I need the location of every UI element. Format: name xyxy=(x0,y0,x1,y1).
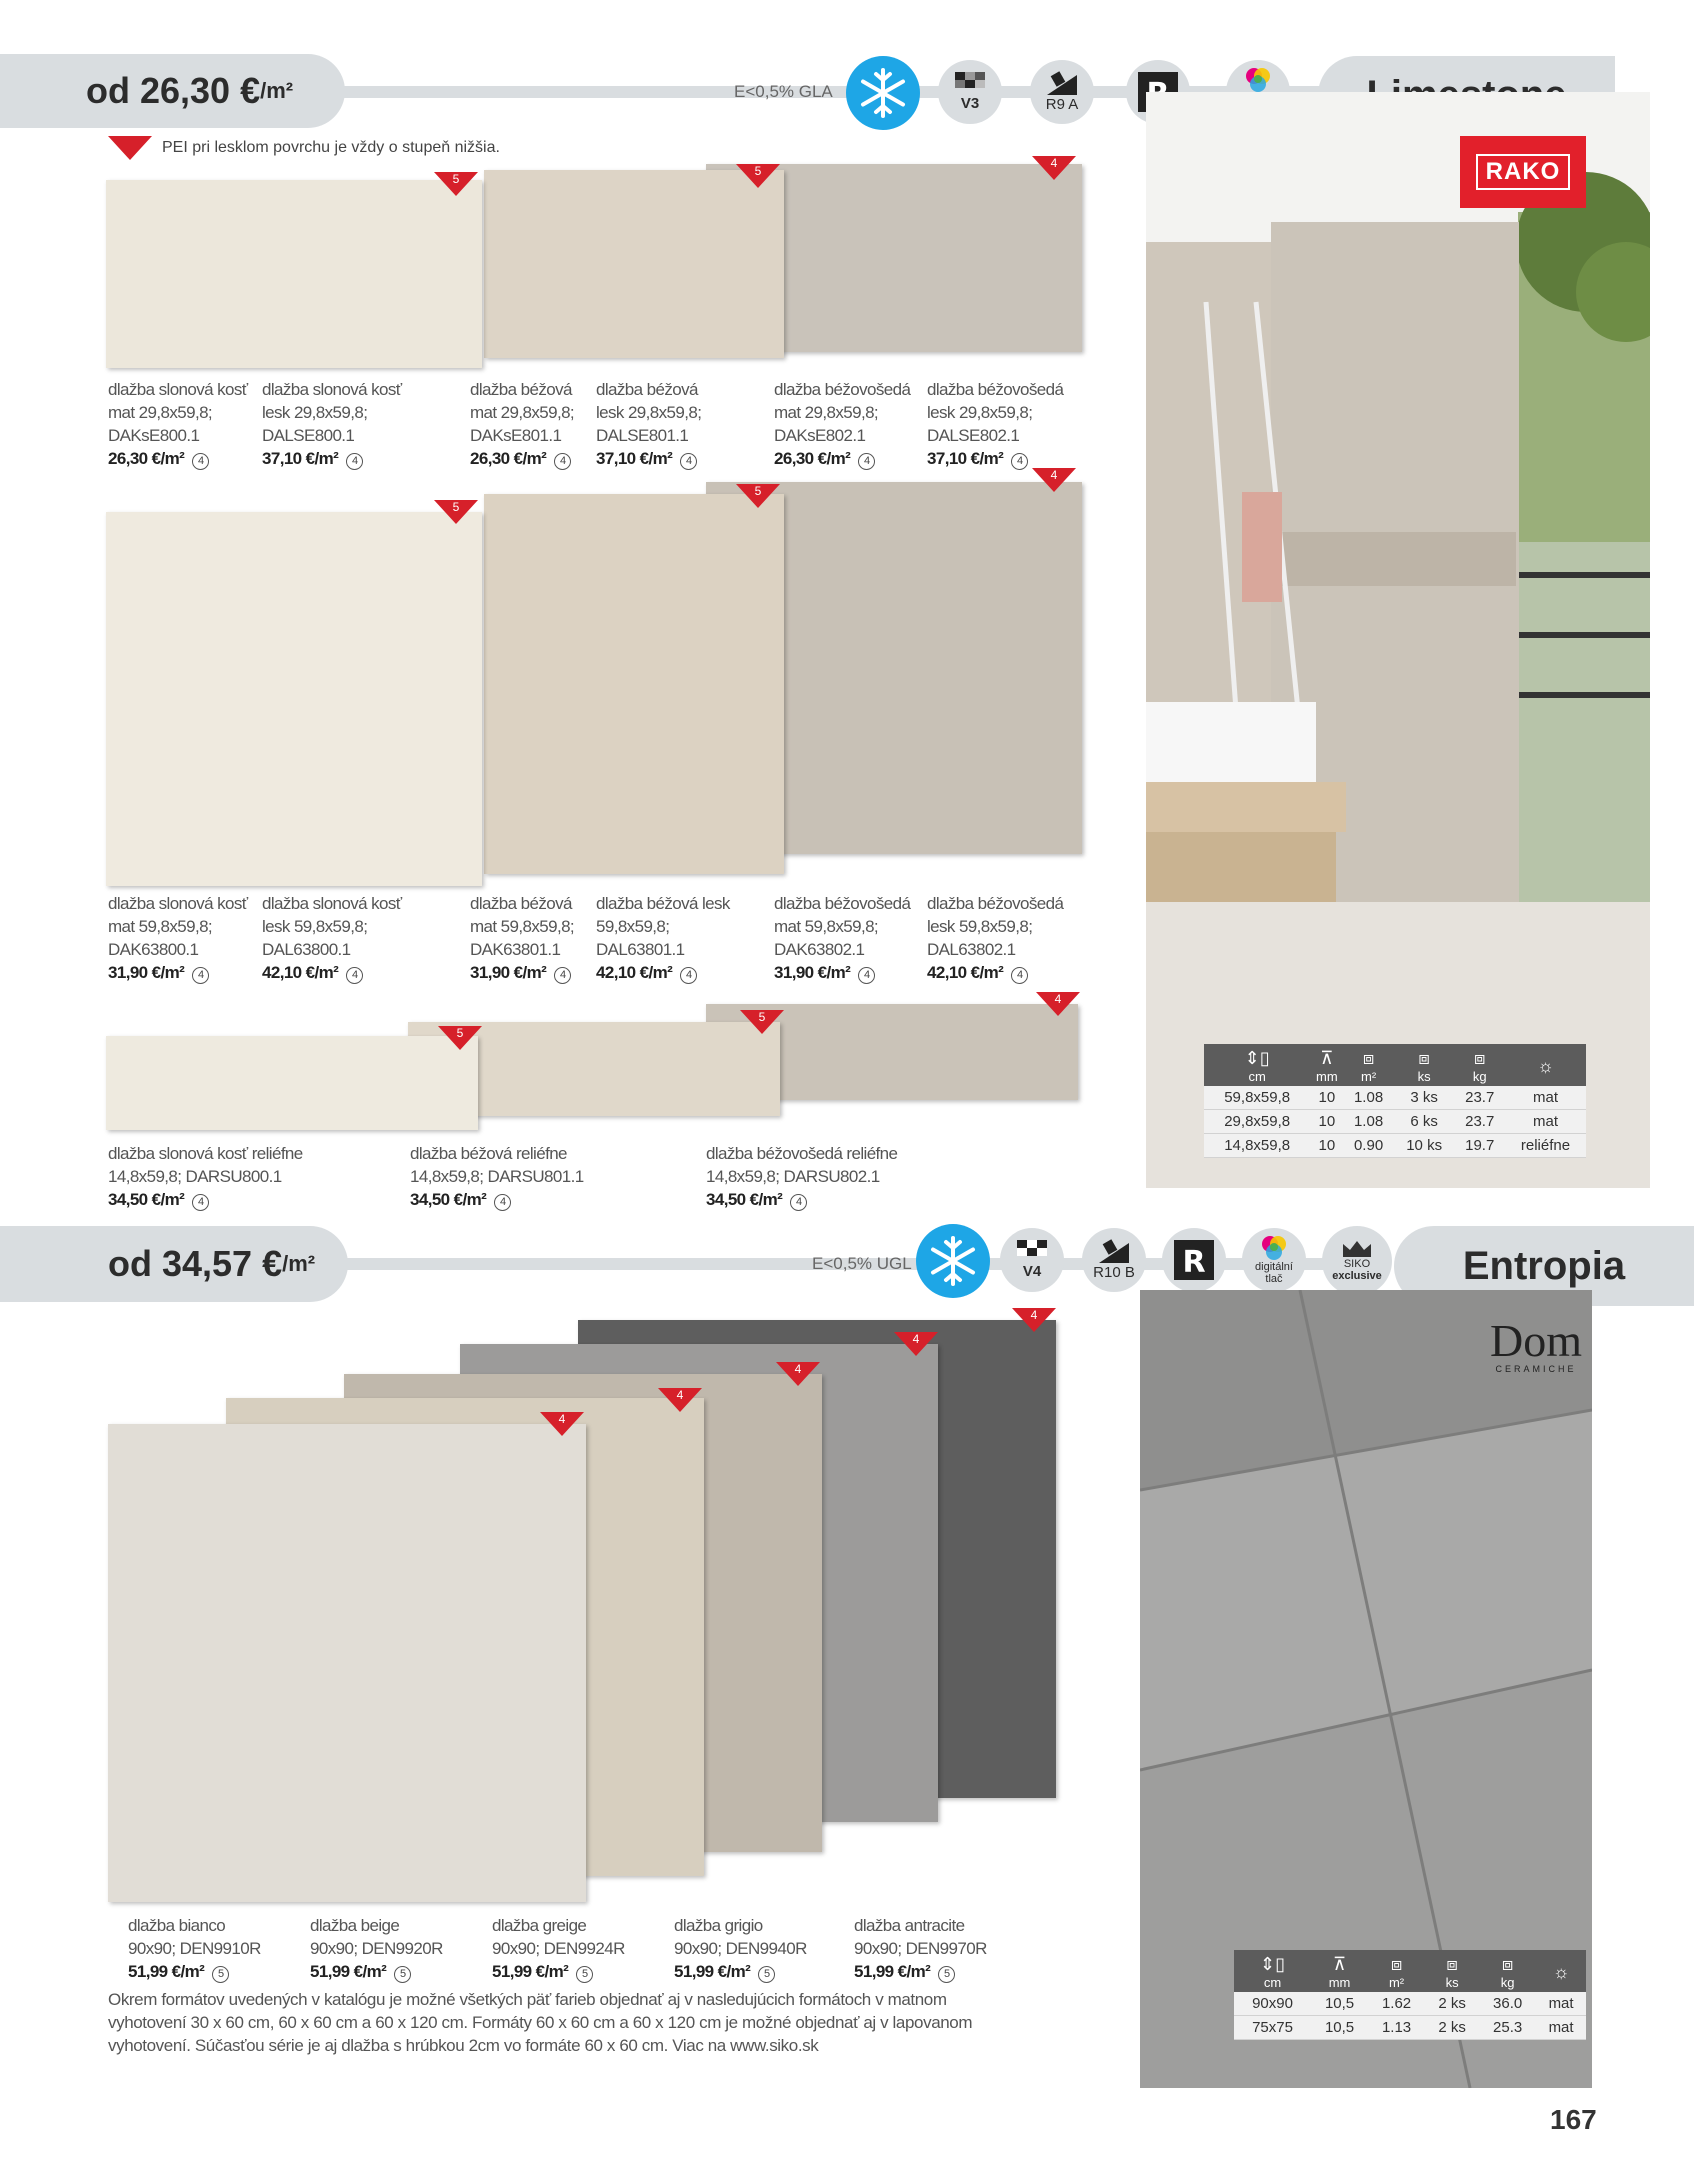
spec-cell: 59,8x59,8 xyxy=(1204,1086,1310,1110)
pei-triangle-icon xyxy=(108,136,152,160)
entropia-desc-5 xyxy=(854,1914,987,1983)
spec-cell: mat xyxy=(1505,1086,1586,1110)
spec-cell: 29,8x59,8 xyxy=(1204,1110,1310,1134)
desc-2-price: 37,10 €/m² xyxy=(262,449,339,468)
spec-col-pieces xyxy=(1425,1950,1479,1992)
spec-head-mm: mm xyxy=(1315,1069,1338,1084)
pei-marker-3c xyxy=(1036,992,1080,1016)
limestone-absorption: E<0,5% GLA xyxy=(734,82,833,101)
entropia-note-line2: vyhotovení 30 x 60 cm, 60 x 60 cm a 60 x 120 cm. Formáty 60 x 60 cm a 60 x 120 cm je možné objednať aj v lapovanom xyxy=(108,2013,973,2032)
product-desc-14 xyxy=(410,1142,584,1211)
digital-print-label-2 xyxy=(1255,1261,1293,1285)
desc-3-line1: dlažba béžová xyxy=(470,380,572,399)
pei-marker-3a-value: 5 xyxy=(456,1026,464,1040)
entropia-desc-2-price: 51,99 €/m² xyxy=(310,1962,387,1981)
pei-marker-2c xyxy=(1032,468,1076,492)
entropia-price-unit: /m² xyxy=(282,1251,316,1276)
pei-note-text: PEI pri lesklom povrchu je vždy o stupeň nižšia. xyxy=(162,139,500,156)
spec-head-mm: mm xyxy=(1328,1975,1351,1990)
desc-14-line2: 14,8x59,8; DARSU801.1 xyxy=(410,1167,584,1186)
crown-icon xyxy=(1342,1240,1372,1258)
spec-col-finish xyxy=(1536,1950,1586,1992)
desc-1-line1: dlažba slonová kosť xyxy=(108,380,248,399)
pei-marker-3b xyxy=(740,1010,784,1034)
spec-cell: 2 ks xyxy=(1425,2016,1479,2040)
entropia-desc-1-pei: 5 xyxy=(212,1966,229,1983)
bathroom-scene xyxy=(1146,92,1650,1188)
spec-head-ks: ks xyxy=(1445,1975,1459,1990)
entropia-desc-5-pei: 5 xyxy=(938,1966,955,1983)
spec-head-m2: m² xyxy=(1388,1975,1405,1990)
pei-marker-2b xyxy=(736,484,780,508)
desc-11-price: 31,90 €/m² xyxy=(774,963,851,982)
product-desc-5 xyxy=(774,378,910,470)
slip-resistance-label: R9 A xyxy=(1045,96,1079,113)
slip-resistance-badge-2 xyxy=(1082,1228,1146,1292)
shade-variation-label: V3 xyxy=(960,95,980,112)
spec-cell: mat xyxy=(1536,2016,1586,2040)
spec-cell: 2 ks xyxy=(1425,1992,1479,2016)
pei-marker-1c xyxy=(1032,156,1076,180)
entropia-desc-5-price: 51,99 €/m² xyxy=(854,1962,931,1981)
spec-cell: mat xyxy=(1505,1110,1586,1134)
spec-cell: 10,5 xyxy=(1311,2016,1368,2040)
desc-5-price: 26,30 €/m² xyxy=(774,449,851,468)
entropia-desc-4-line2: 90x90; DEN9940R xyxy=(674,1939,807,1958)
pei-marker-1b-value: 5 xyxy=(754,164,762,178)
desc-8-line1: dlažba slonová kosť xyxy=(262,894,402,913)
pei-marker-2a xyxy=(434,500,478,524)
tile-ivory-1 xyxy=(106,180,482,368)
pei-marker-3a xyxy=(438,1026,482,1050)
entropia-desc-1-line2: 90x90; DEN9910R xyxy=(128,1939,261,1958)
pei-marker-2c-value: 4 xyxy=(1050,468,1058,482)
page-number: 167 xyxy=(1550,2104,1597,2135)
limestone-price-pill xyxy=(0,54,345,128)
limestone-spec-table xyxy=(1204,1044,1586,1158)
entropia-absorption: E<0,5% UGL xyxy=(812,1254,912,1273)
spec-col-weight xyxy=(1479,1950,1536,1992)
entropia-desc-2-pei: 5 xyxy=(394,1966,411,1983)
desc-14-line1: dlažba béžová reliéfne xyxy=(410,1144,567,1163)
product-desc-12 xyxy=(927,892,1063,984)
product-desc-2 xyxy=(262,378,402,470)
entropia-desc-2-line1: dlažba beige xyxy=(310,1916,400,1935)
spec-cell: 1.08 xyxy=(1343,1110,1394,1134)
desc-3-line3: DAKsE801.1 xyxy=(470,426,562,445)
desc-9-price: 31,90 €/m² xyxy=(470,963,547,982)
desc-10-pei: 4 xyxy=(680,967,697,984)
spec-cell: 10 xyxy=(1310,1134,1343,1158)
shade-variation-icon xyxy=(1017,1240,1047,1264)
spec-cell: 1.62 xyxy=(1368,1992,1425,2016)
entropia-price: od 34,57 € xyxy=(108,1243,283,1284)
spec-head-cm: cm xyxy=(1248,1069,1266,1084)
pei-marker-e5-value: 4 xyxy=(1030,1308,1038,1322)
spec-cell: 10 xyxy=(1310,1110,1343,1134)
frost-resistant-badge-2 xyxy=(916,1224,990,1298)
product-desc-15 xyxy=(706,1142,897,1211)
product-desc-8 xyxy=(262,892,402,984)
spec-head-m2: m² xyxy=(1360,1069,1377,1084)
desc-2-line3: DALSE800.1 xyxy=(262,426,355,445)
entropia-desc-2-line2: 90x90; DEN9920R xyxy=(310,1939,443,1958)
slope-shoe-icon xyxy=(1045,71,1079,97)
desc-7-line2: mat 59,8x59,8; xyxy=(108,917,213,936)
spec-cell: 3 ks xyxy=(1394,1086,1455,1110)
rectified-icon xyxy=(1172,1238,1216,1282)
spec-col-thickness xyxy=(1311,1950,1368,1992)
surface-finish-icon: ☼ xyxy=(1537,1055,1554,1076)
spec-row xyxy=(1204,1134,1586,1158)
desc-10-price: 42,10 €/m² xyxy=(596,963,673,982)
desc-10-line3: DAL63801.1 xyxy=(596,940,685,959)
spec-col-pieces xyxy=(1394,1044,1455,1086)
desc-9-line3: DAK63801.1 xyxy=(470,940,561,959)
pei-marker-3c-value: 4 xyxy=(1054,992,1062,1006)
desc-1-line3: DAKsE800.1 xyxy=(108,426,200,445)
desc-11-line2: mat 59,8x59,8; xyxy=(774,917,879,936)
desc-13-price: 34,50 €/m² xyxy=(108,1190,185,1209)
box-weight-icon: ⧈ xyxy=(1501,1954,1514,1974)
siko-label: SIKO xyxy=(1343,1258,1371,1270)
spec-cell: 10 xyxy=(1310,1086,1343,1110)
desc-13-line2: 14,8x59,8; DARSU800.1 xyxy=(108,1167,282,1186)
pei-marker-1b xyxy=(736,164,780,188)
size-icon: ⇕▯ xyxy=(1260,1954,1286,1974)
desc-12-line3: DAL63802.1 xyxy=(927,940,1016,959)
entropia-desc-4-price: 51,99 €/m² xyxy=(674,1962,751,1981)
desc-13-pei: 4 xyxy=(192,1194,209,1211)
pei-marker-e4-value: 4 xyxy=(912,1332,920,1346)
desc-12-line1: dlažba béžovošedá xyxy=(927,894,1064,913)
desc-1-price: 26,30 €/m² xyxy=(108,449,185,468)
spec-cell: 6 ks xyxy=(1394,1110,1455,1134)
entropia-desc-3 xyxy=(492,1914,625,1983)
desc-5-line1: dlažba béžovošedá xyxy=(774,380,911,399)
entropia-title: Entropia xyxy=(1462,1243,1626,1288)
snowflake-icon xyxy=(926,1234,980,1288)
desc-9-line2: mat 59,8x59,8; xyxy=(470,917,575,936)
desc-15-price: 34,50 €/m² xyxy=(706,1190,783,1209)
entropia-desc-4-pei: 5 xyxy=(758,1966,775,1983)
spec-cell: 75x75 xyxy=(1234,2016,1311,2040)
pei-marker-3b-value: 5 xyxy=(758,1010,766,1024)
pei-marker-e4 xyxy=(894,1332,938,1356)
slip-resistance-label-2: R10 B xyxy=(1093,1264,1135,1281)
spec-col-size xyxy=(1234,1950,1311,1992)
desc-2-line2: lesk 29,8x59,8; xyxy=(262,403,368,422)
desc-1-pei: 4 xyxy=(192,453,209,470)
slope-shoe-icon xyxy=(1097,1239,1131,1265)
spec-row xyxy=(1204,1110,1586,1134)
desc-6-line2: lesk 29,8x59,8; xyxy=(927,403,1033,422)
pei-marker-1a-value: 5 xyxy=(452,172,460,186)
entropia-desc-1-price: 51,99 €/m² xyxy=(128,1962,205,1981)
rako-logo-text: RAKO xyxy=(1476,154,1571,190)
siko-exclusive-label xyxy=(1332,1258,1382,1282)
spec-row xyxy=(1234,2016,1586,2040)
rectified-badge-2 xyxy=(1162,1228,1226,1292)
exclusive-label: exclusive xyxy=(1332,1270,1382,1282)
desc-13-line1: dlažba slonová kosť reliéfne xyxy=(108,1144,303,1163)
entropia-desc-5-line2: 90x90; DEN9970R xyxy=(854,1939,987,1958)
desc-5-line2: mat 29,8x59,8; xyxy=(774,403,879,422)
pei-marker-e1-value: 4 xyxy=(558,1412,566,1426)
spec-cell: 14,8x59,8 xyxy=(1204,1134,1310,1158)
desc-15-pei: 4 xyxy=(790,1194,807,1211)
surface-finish-icon: ☼ xyxy=(1552,1961,1570,1982)
desc-10-line1: dlažba béžová lesk xyxy=(596,894,730,913)
desc-11-line3: DAK63802.1 xyxy=(774,940,865,959)
entropia-desc-2 xyxy=(310,1914,443,1983)
desc-12-pei: 4 xyxy=(1011,967,1028,984)
siko-exclusive-badge xyxy=(1322,1226,1392,1296)
desc-8-line3: DAL63800.1 xyxy=(262,940,351,959)
spec-col-weight xyxy=(1454,1044,1505,1086)
desc-2-pei: 4 xyxy=(346,453,363,470)
desc-3-pei: 4 xyxy=(554,453,571,470)
pei-marker-e1 xyxy=(540,1412,584,1436)
product-desc-6 xyxy=(927,378,1063,470)
desc-7-pei: 4 xyxy=(192,967,209,984)
pei-marker-2a-value: 5 xyxy=(452,500,460,514)
spec-head-ks: ks xyxy=(1417,1069,1431,1084)
desc-5-pei: 4 xyxy=(858,453,875,470)
desc-1-line2: mat 29,8x59,8; xyxy=(108,403,213,422)
tile-ivory-3 xyxy=(106,1036,478,1130)
digital-print-2-line1: digitální xyxy=(1255,1261,1293,1273)
desc-8-line2: lesk 59,8x59,8; xyxy=(262,917,368,936)
desc-7-line1: dlažba slonová kosť xyxy=(108,894,248,913)
tile-beige-1 xyxy=(484,170,784,358)
digital-print-badge-2 xyxy=(1242,1228,1306,1292)
size-icon: ⇕▯ xyxy=(1244,1048,1270,1068)
entropia-desc-4 xyxy=(674,1914,807,1983)
product-desc-11 xyxy=(774,892,910,984)
thickness-icon: ⊼ xyxy=(1332,1954,1347,1974)
entropia-desc-3-price: 51,99 €/m² xyxy=(492,1962,569,1981)
spec-col-finish xyxy=(1505,1044,1586,1086)
spec-col-area xyxy=(1343,1044,1394,1086)
snowflake-icon xyxy=(856,66,910,120)
pei-marker-1a xyxy=(434,172,478,196)
shade-variation-badge-2 xyxy=(1000,1228,1064,1292)
desc-4-line3: DALSE801.1 xyxy=(596,426,689,445)
pei-marker-1c-value: 4 xyxy=(1050,156,1058,170)
box-area-icon: ⧈ xyxy=(1390,1954,1403,1974)
shade-variation-label-2: V4 xyxy=(1022,1263,1042,1280)
box-area-icon: ⧈ xyxy=(1362,1048,1375,1068)
box-pieces-icon: ⧈ xyxy=(1418,1048,1430,1068)
spec-cell: 19.7 xyxy=(1454,1134,1505,1158)
desc-7-line3: DAK63800.1 xyxy=(108,940,199,959)
desc-5-line3: DAKsE802.1 xyxy=(774,426,866,445)
box-weight-icon: ⧈ xyxy=(1474,1048,1486,1068)
spec-col-size xyxy=(1204,1044,1310,1086)
pei-marker-e2-value: 4 xyxy=(676,1388,684,1402)
color-wheel-icon xyxy=(1245,67,1271,93)
pei-marker-e5 xyxy=(1012,1308,1056,1332)
tile-ivory-2 xyxy=(106,512,482,886)
spec-cell: 36.0 xyxy=(1479,1992,1536,2016)
desc-15-line1: dlažba béžovošedá reliéfne xyxy=(706,1144,898,1163)
tile-bianco xyxy=(108,1424,586,1902)
spec-col-area xyxy=(1368,1950,1425,1992)
thickness-icon: ⊼ xyxy=(1320,1048,1334,1068)
desc-9-line1: dlažba béžová xyxy=(470,894,572,913)
dom-logo-sub: CERAMICHE xyxy=(1495,1364,1577,1374)
entropia-desc-1 xyxy=(128,1914,261,1983)
product-desc-13 xyxy=(108,1142,303,1211)
desc-4-line1: dlažba béžová xyxy=(596,380,698,399)
entropia-desc-1-line1: dlažba bianco xyxy=(128,1916,226,1935)
spec-cell: 1.08 xyxy=(1343,1086,1394,1110)
spec-cell: 10,5 xyxy=(1311,1992,1368,2016)
box-pieces-icon: ⧈ xyxy=(1446,1954,1458,1974)
desc-14-pei: 4 xyxy=(494,1194,511,1211)
svg-text:R: R xyxy=(1182,1245,1206,1280)
spec-cell: reliéfne xyxy=(1505,1134,1586,1158)
entropia-desc-3-line2: 90x90; DEN9924R xyxy=(492,1939,625,1958)
spec-cell: 25.3 xyxy=(1479,2016,1536,2040)
limestone-bathroom-photo xyxy=(1146,92,1650,1188)
desc-8-price: 42,10 €/m² xyxy=(262,963,339,982)
desc-11-pei: 4 xyxy=(858,967,875,984)
entropia-price-pill xyxy=(0,1226,348,1302)
spec-cell: 23.7 xyxy=(1454,1110,1505,1134)
entropia-note-line3: vyhotovení. Súčasťou série je aj dlažba s hrúbkou 2cm vo formáte 60 x 60 cm. Viac na www.siko.sk xyxy=(108,2036,819,2055)
entropia-desc-3-pei: 5 xyxy=(576,1966,593,1983)
entropia-desc-5-line1: dlažba antracite xyxy=(854,1916,965,1935)
spec-cell: 1.13 xyxy=(1368,2016,1425,2040)
pei-marker-e2 xyxy=(658,1388,702,1412)
entropia-spec-table xyxy=(1234,1950,1586,2040)
product-desc-3 xyxy=(470,378,574,470)
desc-9-pei: 4 xyxy=(554,967,571,984)
desc-12-line2: lesk 59,8x59,8; xyxy=(927,917,1033,936)
entropia-desc-3-line1: dlažba greige xyxy=(492,1916,587,1935)
desc-6-line3: DALSE802.1 xyxy=(927,426,1020,445)
entropia-desc-4-line1: dlažba grigio xyxy=(674,1916,763,1935)
product-desc-1 xyxy=(108,378,248,470)
pei-marker-e3 xyxy=(776,1362,820,1386)
product-desc-4 xyxy=(596,378,701,470)
spec-cell: 10 ks xyxy=(1394,1134,1455,1158)
shade-variation-badge xyxy=(938,60,1002,124)
spec-row xyxy=(1204,1086,1586,1110)
slip-resistance-badge xyxy=(1030,60,1094,124)
desc-10-line2: 59,8x59,8; xyxy=(596,917,670,936)
desc-4-price: 37,10 €/m² xyxy=(596,449,673,468)
product-desc-10 xyxy=(596,892,730,984)
spec-cell: 90x90 xyxy=(1234,1992,1311,2016)
desc-14-price: 34,50 €/m² xyxy=(410,1190,487,1209)
desc-3-price: 26,30 €/m² xyxy=(470,449,547,468)
spec-head-kg: kg xyxy=(1500,1975,1515,1990)
desc-7-price: 31,90 €/m² xyxy=(108,963,185,982)
rako-logo xyxy=(1460,136,1586,208)
pei-note xyxy=(108,136,500,160)
spec-cell: mat xyxy=(1536,1992,1586,2016)
spec-head-kg: kg xyxy=(1472,1069,1487,1084)
desc-3-line2: mat 29,8x59,8; xyxy=(470,403,575,422)
entropia-note-line1: Okrem formátov uvedených v katalógu je možné všetkých päť farieb objednať aj v nasledujúcich formátoch v matnom xyxy=(108,1990,947,2009)
dom-ceramiche-logo xyxy=(1476,1315,1596,1374)
pei-marker-2b-value: 5 xyxy=(754,484,762,498)
spec-row xyxy=(1234,1992,1586,2016)
pei-marker-e3-value: 4 xyxy=(794,1362,802,1376)
entropia-format-note xyxy=(108,1988,1048,2057)
spec-head-cm: cm xyxy=(1263,1975,1282,1990)
desc-2-line1: dlažba slonová kosť xyxy=(262,380,402,399)
desc-8-pei: 4 xyxy=(346,967,363,984)
frost-resistant-badge xyxy=(846,56,920,130)
desc-6-pei: 4 xyxy=(1011,453,1028,470)
limestone-price: od 26,30 € xyxy=(86,70,261,111)
color-wheel-icon xyxy=(1261,1235,1287,1261)
desc-11-line1: dlažba béžovošedá xyxy=(774,894,911,913)
digital-print-2-line2: tlač xyxy=(1265,1273,1283,1285)
shade-variation-icon xyxy=(955,72,985,96)
desc-6-line1: dlažba béžovošedá xyxy=(927,380,1064,399)
desc-6-price: 37,10 €/m² xyxy=(927,449,1004,468)
desc-4-pei: 4 xyxy=(680,453,697,470)
desc-12-price: 42,10 €/m² xyxy=(927,963,1004,982)
product-desc-9 xyxy=(470,892,574,984)
desc-4-line2: lesk 29,8x59,8; xyxy=(596,403,702,422)
spec-cell: 0.90 xyxy=(1343,1134,1394,1158)
spec-col-thickness xyxy=(1310,1044,1343,1086)
limestone-price-unit: /m² xyxy=(260,78,294,103)
product-desc-7 xyxy=(108,892,248,984)
dom-logo-text: Dom xyxy=(1490,1315,1582,1366)
desc-15-line2: 14,8x59,8; DARSU802.1 xyxy=(706,1167,880,1186)
tile-beige-2 xyxy=(484,494,784,874)
spec-cell: 23.7 xyxy=(1454,1086,1505,1110)
